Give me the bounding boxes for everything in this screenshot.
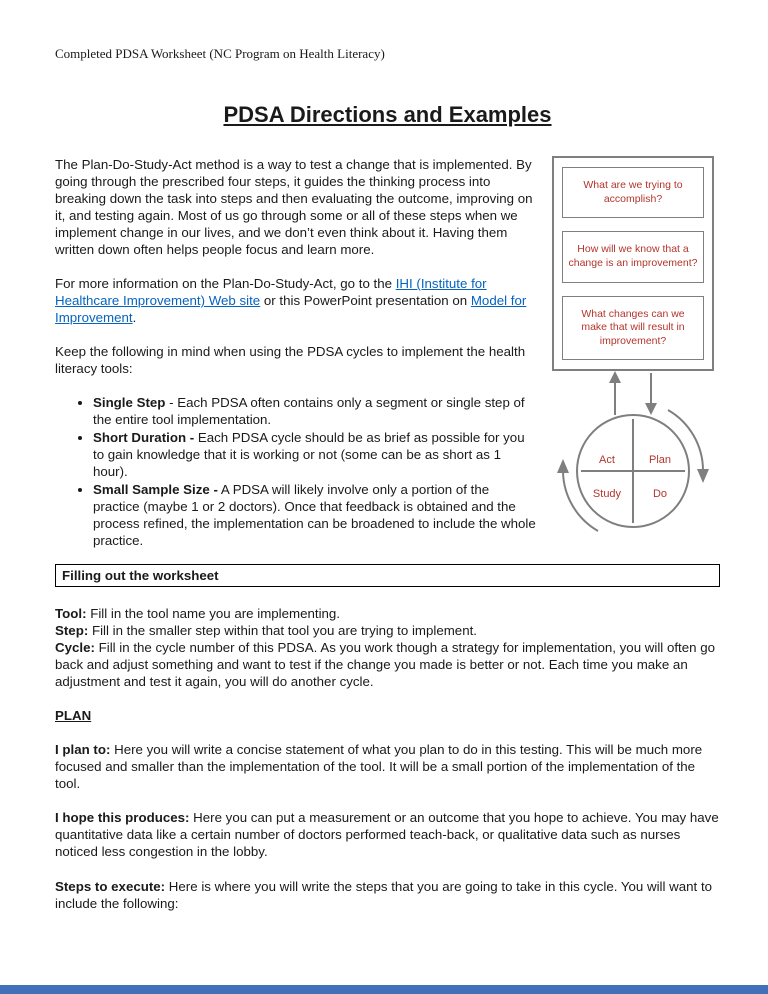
question-accomplish: What are we trying to accomplish?	[562, 167, 704, 218]
paragraph-text: For more information on the Plan-Do-Study-Act, go to the	[55, 276, 396, 292]
quadrant-label-act: Act	[599, 454, 615, 467]
intro-text-column	[55, 156, 538, 550]
field-description: Fill in the tool name you are implementing.	[86, 606, 341, 622]
field-label: I plan to:	[55, 742, 111, 758]
field-description: Fill in the smaller step within that tool you are trying to implement.	[88, 623, 477, 639]
model-questions-box	[552, 156, 714, 371]
list-item-single-step	[93, 394, 538, 428]
link-model-for-improvement[interactable]: Model for Improvement	[55, 293, 527, 326]
bullet-term: Short Duration -	[93, 430, 195, 446]
intro-paragraph-1: The Plan-Do-Study-Act method is a way to test a change that is implemented. By going through the prescribed four steps, it guides the thinking process into breaking down the task into steps and then evaluating the outcome, improving on it, and testing again. Most of us go through some or all of these steps when we implement change in our lives, and we don’t even think about it. Having them written down often helps people focus and learn more.	[55, 157, 533, 258]
plan-section-heading: PLAN	[55, 708, 92, 724]
header-note: Completed PDSA Worksheet (NC Program on Health Literacy)	[55, 46, 385, 61]
down-arrow-icon	[645, 403, 657, 415]
quadrant-label-do: Do	[652, 488, 668, 501]
field-description: Here you will write a concise statement of what you plan to do in this testing. This will be much more focused and smaller than the implementation of the tool. It will be a small portion of the implementation of the tool.	[55, 742, 703, 792]
field-description: Here you can put a measurement or an outcome that you hope to achieve. You may have quantitative data like a certain number of doctors performed teach-back, or qualitative data such as nurses noticed less congestion in the lobby.	[55, 810, 719, 860]
quadrant-label-plan: Plan	[648, 454, 672, 467]
bottom-bar	[0, 985, 768, 994]
bullet-text: Each PDSA cycle should be as brief as possible for you to gain knowledge that it is working or not (some can be as short as 1 hour).	[93, 430, 525, 480]
field-label: I hope this produces:	[55, 810, 190, 826]
instruction-cycle	[55, 639, 720, 690]
field-description: Here is where you will write the steps that you are going to take in this cycle. You will want to include the following:	[55, 878, 713, 911]
list-item-small-sample-size	[93, 481, 538, 549]
plan-paragraph-steps-to-execute	[55, 878, 720, 912]
bullet-text: - Each PDSA often contains only a segment or single step of the entire tool implementation.	[93, 395, 525, 428]
section-heading-filling-out-worksheet: Filling out the worksheet	[55, 564, 720, 587]
bullet-text: A PDSA will likely involve only a portion of the practice (maybe 1 or 2 doctors). Once that feedback is obtained and the process refined, the implementation can be broadened to include the whole practice.	[93, 482, 536, 549]
instruction-tool	[55, 605, 720, 622]
plan-paragraph-i-plan-to	[55, 741, 720, 792]
field-description: Fill in the cycle number of this PDSA. As you work though a strategy for implementation, you will often go back and adjust something and want to test if the change you made is better or not. Each time you make an adjustment and test it again, you will do another cycle.	[55, 640, 715, 690]
intro-paragraph-2	[55, 275, 538, 326]
paragraph-text: or this PowerPoint presentation on	[260, 293, 471, 309]
up-arrow-icon	[609, 371, 621, 383]
clockwise-arc-bottom	[563, 471, 598, 531]
field-label: Steps to execute:	[55, 878, 166, 894]
list-item-short-duration	[93, 429, 538, 480]
worksheet-instructions	[55, 605, 720, 690]
question-changes: What changes can we make that will result in improvement?	[562, 296, 704, 361]
field-label: Tool:	[55, 606, 87, 622]
clockwise-arrow-icon	[557, 459, 569, 473]
pdsa-cycle-diagram	[553, 371, 713, 549]
paragraph-text: .	[132, 310, 137, 326]
intro-section	[55, 156, 720, 550]
field-label: Cycle:	[55, 640, 95, 656]
bullet-term: Single Step	[93, 395, 166, 411]
pdsa-guidelines-list	[55, 394, 538, 549]
intro-paragraph-3: Keep the following in mind when using the PDSA cycles to implement the health literacy tools:	[55, 344, 526, 377]
page-title: PDSA Directions and Examples	[223, 102, 552, 127]
clockwise-arc-top	[668, 410, 703, 471]
instruction-step	[55, 622, 720, 639]
model-for-improvement-diagram	[552, 156, 714, 550]
quadrant-label-study: Study	[592, 488, 622, 501]
plan-paragraph-i-hope-this-produces	[55, 809, 720, 860]
bullet-term: Small Sample Size -	[93, 482, 218, 498]
plan-section	[55, 707, 720, 911]
link-ihi-website[interactable]: IHI (Institute for Healthcare Improvement) Web site	[55, 276, 487, 309]
question-measure: How will we know that a change is an improvement?	[562, 231, 704, 282]
field-label: Step:	[55, 623, 89, 639]
clockwise-arrow-icon	[697, 469, 709, 483]
